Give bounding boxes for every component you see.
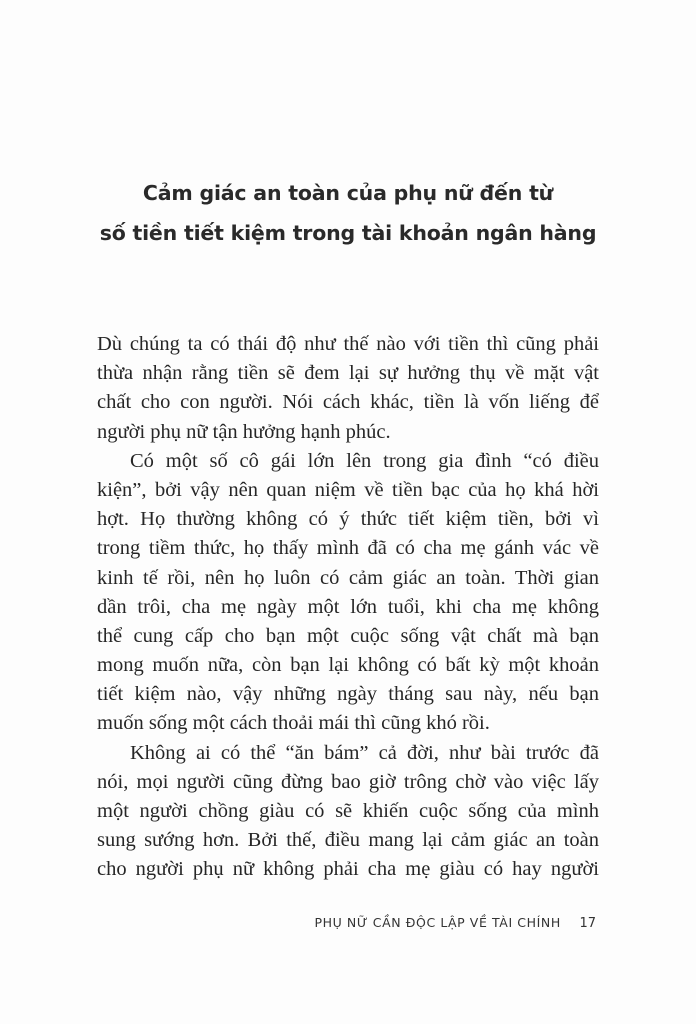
- text-line: chất cho con người. Nói cách khác, tiền là vốn liếng để: [97, 391, 599, 414]
- text-line: thừa nhận rằng tiền sẽ đem lại sự hưởng thụ về mặt vật: [97, 362, 599, 385]
- text-line: thể cung cấp cho bạn một cuộc sống vật chất mà bạn: [97, 624, 599, 647]
- chapter-title-line-2: số tiền tiết kiệm trong tài khoản ngân hàng: [99, 221, 597, 245]
- body-text: [97, 330, 599, 885]
- chapter-title-line-1: Cảm giác an toàn của phụ nữ đến từ: [142, 181, 554, 205]
- text-line: tiết kiệm nào, vậy những ngày tháng sau này, nếu bạn: [97, 683, 599, 706]
- chapter-title: [60, 173, 636, 253]
- text-line: muốn sống một cách thoải mái thì cũng khó rồi.: [97, 712, 490, 735]
- text-line: Dù chúng ta có thái độ như thế nào với tiền thì cũng phải: [97, 333, 599, 355]
- text-line: trong tiềm thức, họ thấy mình đã có cha mẹ gánh vác về: [97, 537, 599, 560]
- text-line: nói, mọi người cũng đừng bao giờ trông chờ vào việc lấy: [97, 770, 599, 793]
- text-line: sung sướng hơn. Bởi thế, điều mang lại cảm giác an toàn: [97, 829, 599, 852]
- text-line: Không ai có thể “ăn bám” cả đời, như bài trước đã: [130, 741, 599, 764]
- text-line: hợt. Họ thường không có ý thức tiết kiệm tiền, bởi vì: [97, 508, 599, 531]
- page-footer: [314, 915, 596, 931]
- text-line: kiện”, bởi vậy nên quan niệm về tiền bạc của họ khá hời: [97, 478, 599, 501]
- text-line: mong muốn nữa, còn bạn lại không có bất kỳ một khoản: [97, 654, 599, 677]
- page-number: 17: [579, 916, 596, 931]
- text-line: Có một số cô gái lớn lên trong gia đình “có điều: [130, 449, 599, 472]
- text-line: người phụ nữ tận hưởng hạnh phúc.: [97, 420, 391, 443]
- text-line: kinh tế rồi, nên họ luôn có cảm giác an toàn. Thời gian: [97, 566, 599, 589]
- running-title: PHỤ NỮ CẦN ĐỘC LẬP VỀ TÀI CHÍNH: [314, 915, 561, 930]
- text-line: một người chồng giàu có sẽ khiến cuộc sống của mình: [97, 800, 599, 822]
- text-line: dần trôi, cha mẹ ngày một lớn tuổi, khi cha mẹ không: [97, 595, 599, 618]
- text-line: cho người phụ nữ không phải cha mẹ giàu có hay người: [97, 858, 599, 881]
